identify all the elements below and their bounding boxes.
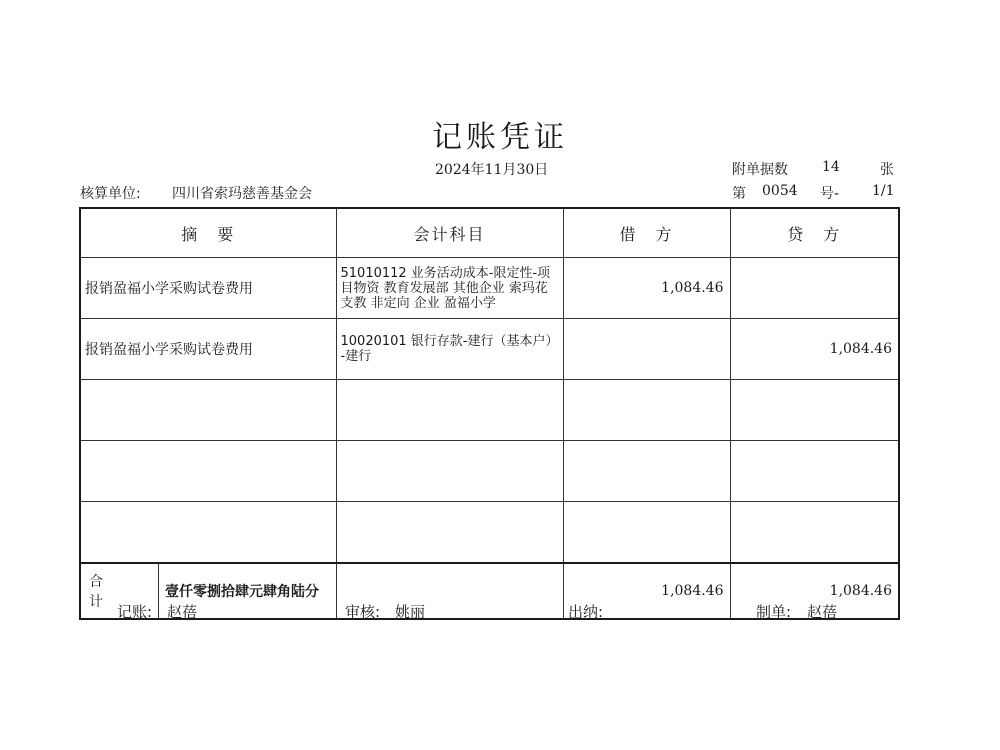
accounting-unit-label: 核算单位:	[80, 186, 141, 202]
row-debit	[563, 380, 730, 441]
column-header-summary: 摘 要	[80, 208, 336, 258]
voucher-number-suffix: 号-	[820, 186, 840, 202]
auditor-name: 姚丽	[395, 603, 426, 621]
cashier-label: 出纳:	[568, 603, 604, 621]
row-credit	[730, 258, 899, 319]
row-debit	[563, 502, 730, 564]
row-subject	[336, 380, 563, 441]
attachments-unit: 张	[880, 162, 894, 178]
row-debit	[563, 441, 730, 502]
voucher-number-prefix: 第	[732, 186, 746, 202]
accounting-unit-value: 四川省索玛慈善基金会	[172, 186, 312, 202]
row-subject: 10020101 银行存款-建行（基本户）-建行	[336, 319, 563, 380]
preparer-label: 制单:	[756, 603, 792, 621]
voucher-title: 记账凭证	[432, 120, 568, 155]
row-debit	[563, 319, 730, 380]
bookkeeper-label: 记账:	[117, 603, 153, 621]
bookkeeper-name: 赵蓓	[167, 603, 198, 621]
attachments-label: 附单据数	[732, 162, 788, 178]
row-credit	[730, 502, 899, 564]
voucher-table	[79, 207, 900, 620]
attachments-count: 14	[822, 159, 840, 175]
row-credit	[730, 441, 899, 502]
total-debit: 1,084.46	[563, 563, 730, 619]
row-summary	[80, 441, 336, 502]
voucher-number: 0054	[762, 183, 798, 199]
auditor-label: 审核:	[345, 603, 381, 621]
table-header-row	[80, 208, 899, 258]
row-subject	[336, 502, 563, 564]
row-summary	[80, 380, 336, 441]
column-header-credit: 贷 方	[730, 208, 899, 258]
voucher-date: 2024年11月30日	[435, 162, 549, 178]
row-debit: 1,084.46	[563, 258, 730, 319]
row-subject	[336, 441, 563, 502]
table-row	[80, 380, 899, 441]
preparer-name: 赵蓓	[807, 603, 838, 621]
table-row	[80, 258, 899, 319]
row-summary: 报销盈福小学采购试卷费用	[80, 258, 336, 319]
table-row	[80, 319, 899, 380]
row-subject: 51010112 业务活动成本-限定性-项目物资 教育发展部 其他企业 索玛花支教 非定向 企业 盈福小学	[336, 258, 563, 319]
total-amount-words: 壹仟零捌拾肆元肆角陆分	[165, 584, 319, 600]
total-credit: 1,084.46	[730, 563, 899, 619]
row-credit	[730, 380, 899, 441]
page-indicator: 1/1	[872, 183, 895, 199]
column-header-debit: 借 方	[563, 208, 730, 258]
column-header-subject: 会计科目	[336, 208, 563, 258]
table-row	[80, 502, 899, 564]
row-credit: 1,084.46	[730, 319, 899, 380]
table-row	[80, 441, 899, 502]
row-summary	[80, 502, 336, 564]
row-summary: 报销盈福小学采购试卷费用	[80, 319, 336, 380]
total-label: 合 计	[81, 564, 159, 618]
